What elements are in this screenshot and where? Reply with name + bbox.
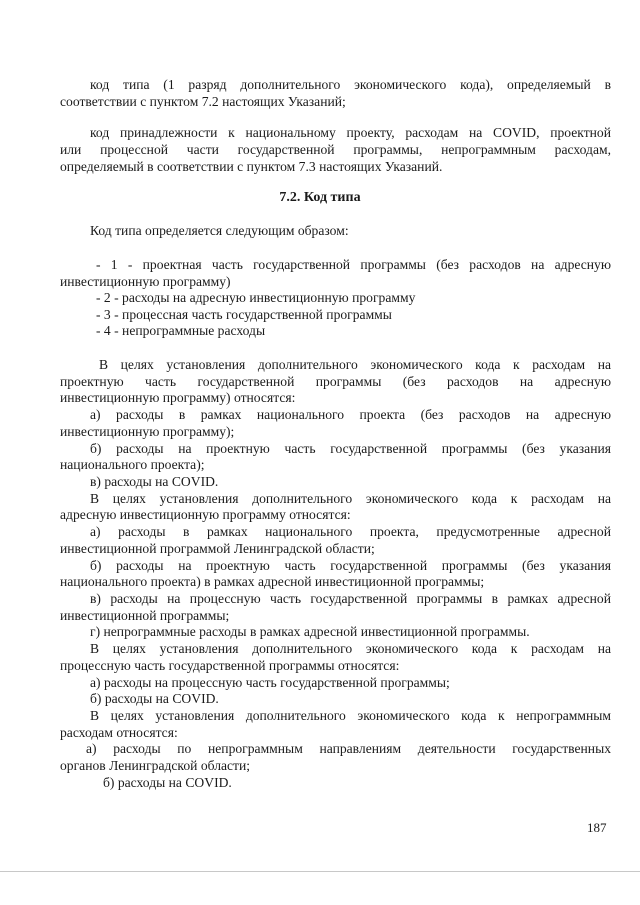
body-line: а) расходы в рамках национального проекта (без расходов на адресную	[90, 407, 611, 422]
body-line: В целях установления дополнительного экономического кода к расходам на	[90, 641, 611, 656]
section-title: 7.2. Код типа	[279, 190, 361, 205]
body-line: национального проекта);	[60, 457, 205, 472]
type-code-item: инвестиционную программу)	[60, 274, 231, 289]
body-line: процессную часть государственной программы относятся:	[60, 658, 400, 673]
body-line: б) расходы на COVID.	[90, 691, 219, 706]
body-line: а) расходы в рамках национального проекта, предусмотренные адресной	[90, 524, 611, 539]
body-line: а) расходы на процессную часть государственной программы;	[90, 675, 450, 690]
body-line: В целях установления дополнительного экономического кода к расходам на	[90, 491, 611, 506]
intro-line: код типа (1 разряд дополнительного экономического кода), определяемый в	[90, 77, 611, 92]
type-code-item: - 1 - проектная часть государственной программы (без расходов на адресную	[96, 257, 611, 272]
intro-line: или процессной части государственной программы, непрограммным расходам,	[60, 142, 611, 157]
body-line: национального проекта) в рамках адресной инвестиционной программы;	[60, 574, 485, 589]
intro-line: код принадлежности к национальному проекту, расходам на COVID, проектной	[90, 125, 611, 140]
body-line: б) расходы на проектную часть государственной программы (без указания	[90, 441, 611, 456]
body-line: инвестиционную программу) относятся:	[60, 390, 296, 405]
body-line: в) расходы на процессную часть государственной программы в рамках адресной	[90, 591, 611, 606]
type-code-item: - 4 - непрограммные расходы	[96, 323, 266, 338]
page-number: 187	[587, 820, 607, 835]
body-line: г) непрограммные расходы в рамках адресной инвестиционной программы.	[90, 624, 530, 639]
intro-line: определяемый в соответствии с пунктом 7.3 настоящих Указаний.	[60, 159, 443, 174]
type-code-item: - 2 - расходы на адресную инвестиционную программу	[96, 290, 416, 305]
body-line: В целях установления дополнительного экономического кода к непрограммным	[90, 708, 611, 723]
body-line: проектную часть государственной программы (без расходов на адресную	[60, 374, 611, 389]
body-line: инвестиционную программу);	[60, 424, 235, 439]
body-line: б) расходы на COVID.	[103, 775, 232, 790]
body-line: В целях установления дополнительного экономического кода к расходам на	[99, 357, 611, 372]
intro-line: соответствии с пунктом 7.2 настоящих Указаний;	[60, 94, 346, 109]
type-code-item: - 3 - процессная часть государственной программы	[96, 307, 392, 322]
body-line: инвестиционной программой Ленинградской области;	[60, 541, 375, 556]
body-line: в) расходы на COVID.	[90, 474, 219, 489]
body-line: адресную инвестиционную программу относятся:	[60, 507, 351, 522]
body-line: органов Ленинградской области;	[60, 758, 251, 773]
scan-edge-divider	[0, 871, 640, 872]
body-line: инвестиционной программы;	[60, 608, 230, 623]
body-line: б) расходы на проектную часть государственной программы (без указания	[90, 558, 611, 573]
body-line: расходам относятся:	[60, 725, 178, 740]
type-intro: Код типа определяется следующим образом:	[90, 223, 349, 238]
body-line: а) расходы по непрограммным направлениям деятельности государственных	[86, 741, 611, 756]
